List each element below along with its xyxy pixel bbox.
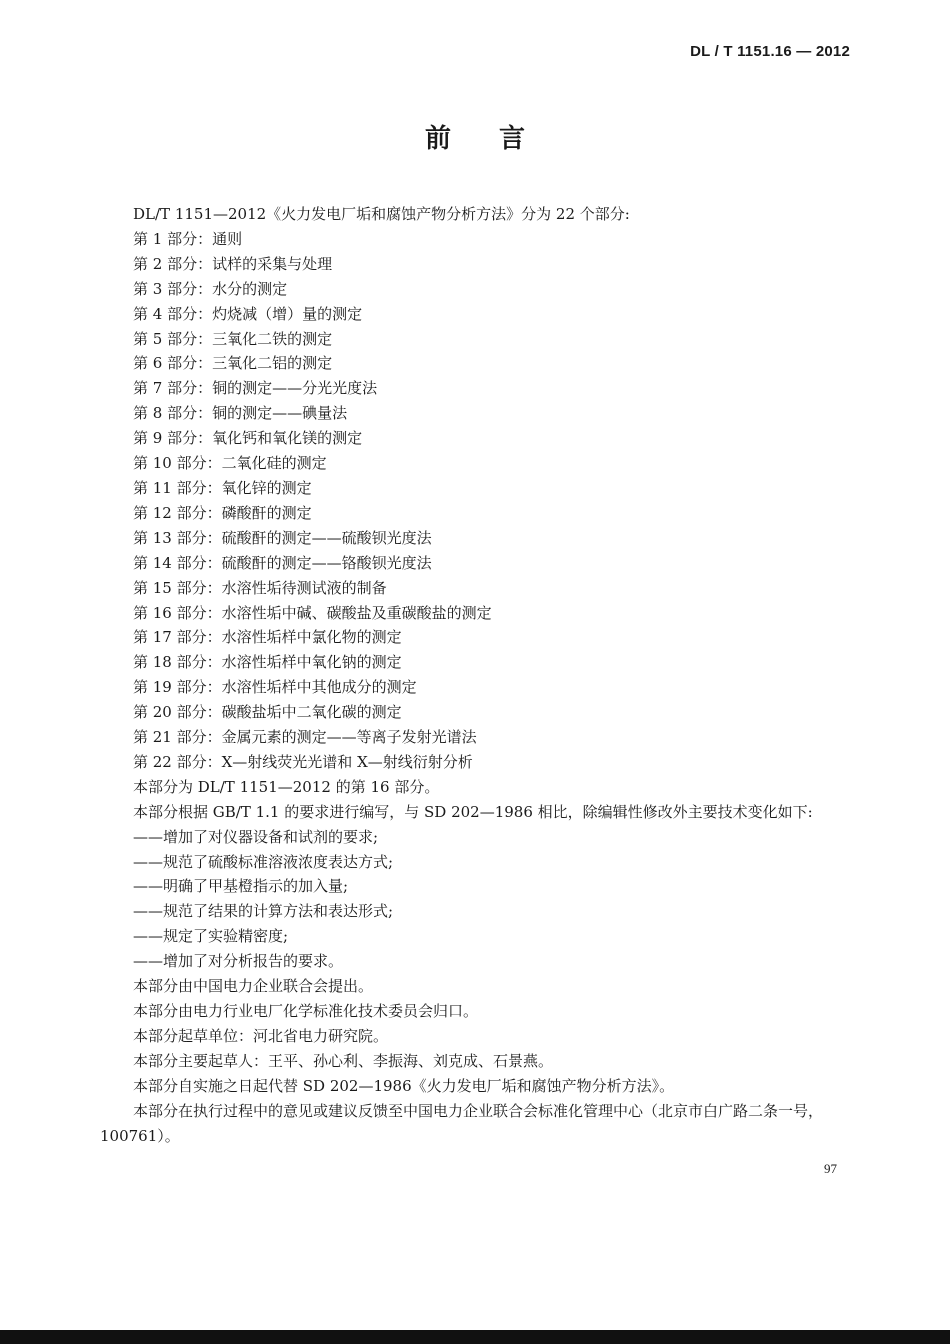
proposer-paragraph: 本部分由中国电力企业联合会提出。 — [133, 977, 374, 996]
foreword-body — [100, 202, 852, 1148]
part-list-item: 第 16 部分：水溶性垢中碱、碳酸盐及重碳酸盐的测定 — [133, 603, 492, 622]
this-part-paragraph: 本部分为 DL/T 1151—2012 的第 16 部分。 — [133, 777, 440, 796]
part-list-item: 第 10 部分：二氧化硅的测定 — [133, 454, 327, 473]
part-list-item: 第 3 部分：水分的测定 — [133, 279, 288, 298]
change-list-item: ——增加了对分析报告的要求。 — [133, 952, 344, 971]
part-list-item: 第 9 部分：氧化钙和氧化镁的测定 — [133, 429, 363, 448]
replacement-paragraph: 本部分自实施之日起代替 SD 202—1986《火力发电厂垢和腐蚀产物分析方法》。 — [133, 1076, 675, 1095]
part-list-item: 第 15 部分：水溶性垢待测试液的制备 — [133, 578, 387, 597]
part-list-item: 第 7 部分：铜的测定——分光光度法 — [133, 379, 378, 398]
part-list-item: 第 17 部分：水溶性垢样中氯化物的测定 — [133, 628, 402, 647]
page-number: 97 — [824, 1161, 837, 1176]
intro-paragraph: DL/T 1151—2012《火力发电厂垢和腐蚀产物分析方法》分为 22 个部分: — [133, 205, 630, 223]
change-list-item: ——规定了实验精密度; — [133, 927, 289, 946]
part-list-item: 第 18 部分：水溶性垢样中氧化钠的测定 — [133, 653, 402, 672]
change-list-item: ——规范了硫酸标准溶液浓度表达方式; — [133, 852, 394, 871]
drafters-paragraph: 本部分主要起草人：王平、孙心利、李振海、刘克成、石景燕。 — [133, 1051, 554, 1070]
part-list-item: 第 21 部分：金属元素的测定——等离子发射光谱法 — [133, 728, 477, 747]
standard-code-header: DL / T 1151.16 — 2012 — [690, 43, 850, 60]
part-list-item: 第 2 部分：试样的采集与处理 — [133, 254, 333, 273]
part-list-item: 第 8 部分：铜的测定——碘量法 — [133, 404, 348, 423]
part-list-item: 第 20 部分：碳酸盐垢中二氧化碳的测定 — [133, 703, 402, 722]
administrator-paragraph: 本部分由电力行业电厂化学标准化技术委员会归口。 — [133, 1002, 479, 1020]
part-list-item: 第 1 部分：通则 — [133, 229, 243, 248]
changes-intro-paragraph: 本部分根据 GB/T 1.1 的要求进行编写，与 SD 202—1986 相比，除编辑性修改外主要技术变化如下: — [133, 802, 813, 821]
change-list-item: ——规范了结果的计算方法和表达形式; — [133, 902, 394, 921]
part-list-item: 第 14 部分：硫酸酐的测定——铬酸钡光度法 — [133, 553, 432, 572]
page-bottom-bar — [0, 1330, 950, 1344]
part-list-item: 第 11 部分：氧化锌的测定 — [133, 478, 312, 497]
drafting-unit-paragraph: 本部分起草单位：河北省电力研究院。 — [133, 1026, 389, 1045]
part-list-item: 第 5 部分：三氧化二铁的测定 — [133, 329, 333, 348]
part-list-item: 第 19 部分：水溶性垢样中其他成分的测定 — [133, 678, 417, 697]
feedback-paragraph: 本部分在执行过程中的意见或建议反馈至中国电力企业联合会标准化管理中心（北京市白广路二条一号，100761）。 — [100, 1101, 824, 1145]
part-list-item: 第 22 部分：X—射线荧光光谱和 X—射线衍射分析 — [133, 752, 473, 771]
change-list-item: ——明确了甲基橙指示的加入量; — [133, 877, 349, 896]
part-list-item: 第 12 部分：磷酸酐的测定 — [133, 503, 312, 522]
part-list-item: 第 6 部分：三氧化二铝的测定 — [133, 354, 333, 373]
part-list-item: 第 13 部分：硫酸酐的测定——硫酸钡光度法 — [133, 528, 432, 547]
change-list-item: ——增加了对仪器设备和试剂的要求; — [133, 827, 379, 846]
page-title: 前言 — [424, 124, 573, 154]
part-list-item: 第 4 部分：灼烧减（增）量的测定 — [133, 304, 363, 323]
